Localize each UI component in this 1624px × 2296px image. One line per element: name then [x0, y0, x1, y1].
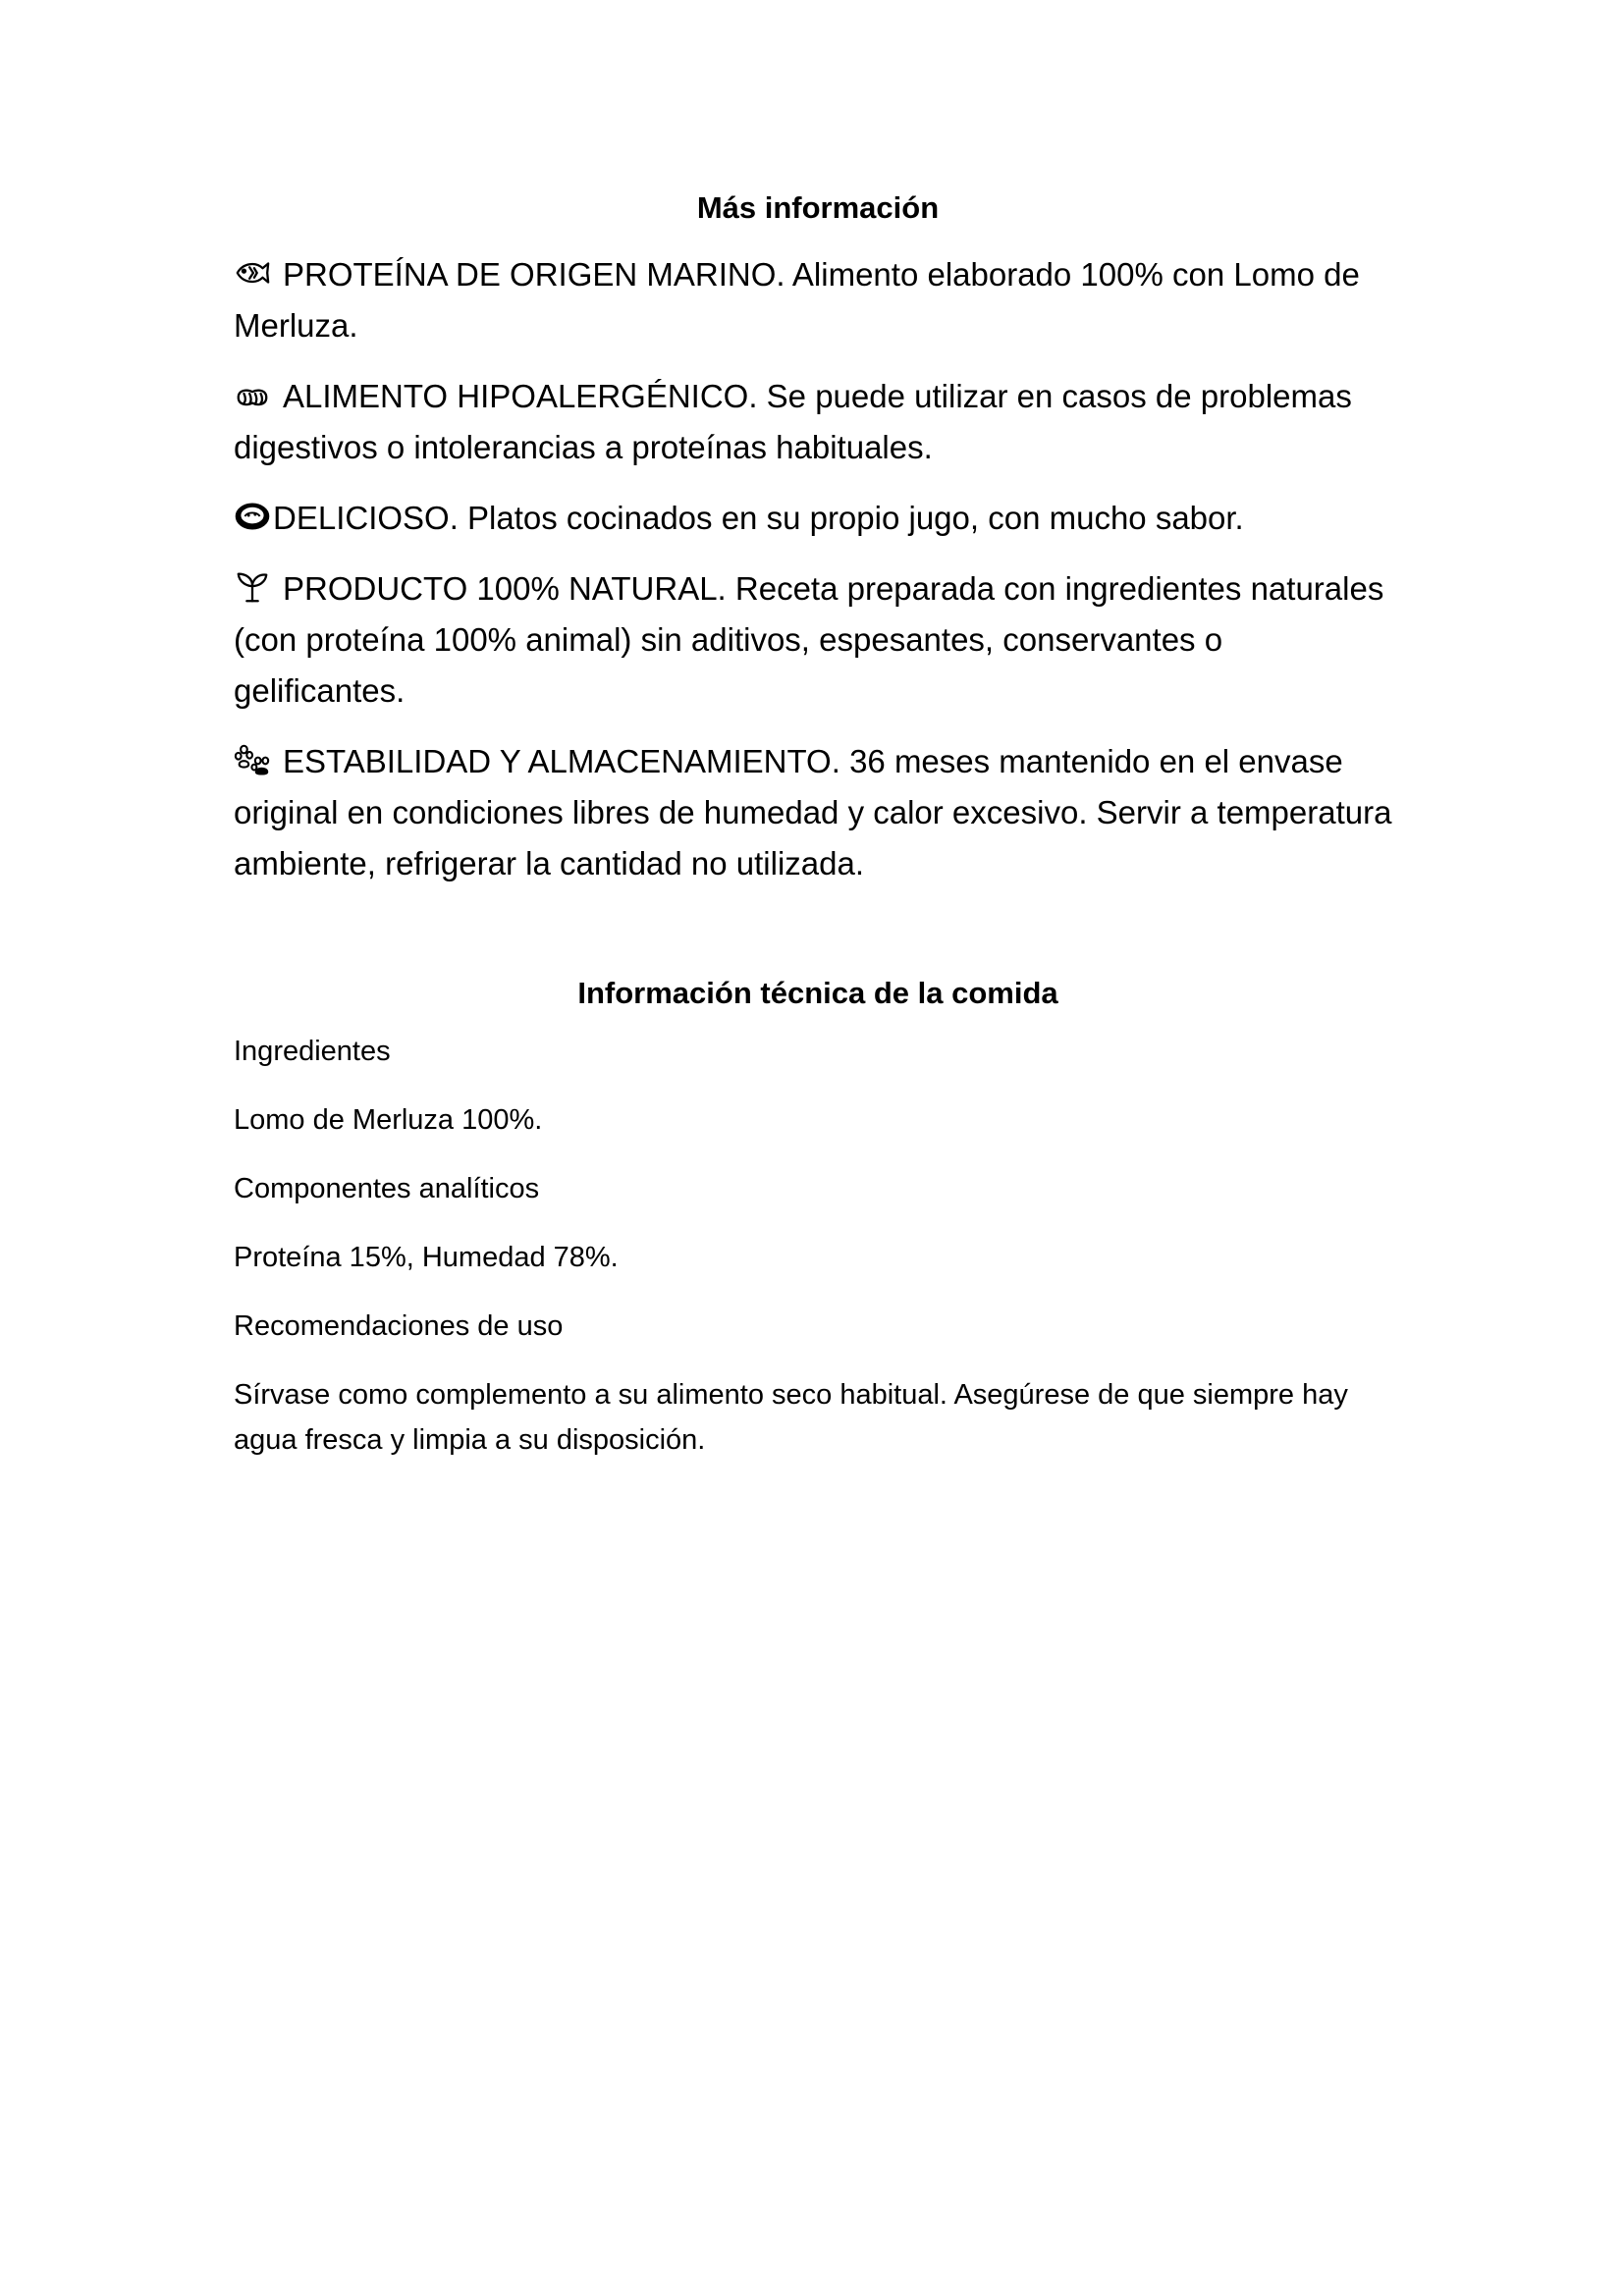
feature-item — [234, 736, 1402, 889]
feature-text: ALIMENTO HIPOALERGÉNICO. Se puede utilizar en casos de problemas digestivos o intolerancias a proteínas habituales. — [234, 378, 1352, 465]
analytics-value: Proteína 15%, Humedad 78%. — [234, 1242, 619, 1273]
feature-item — [234, 371, 1402, 473]
paw-icon — [234, 743, 271, 776]
feature-item — [234, 249, 1402, 351]
ingredients-value: Lomo de Merluza 100%. — [234, 1104, 543, 1136]
fish-icon — [234, 256, 271, 290]
document-page — [234, 187, 1402, 1486]
feature-text: ESTABILIDAD Y ALMACENAMIENTO. 36 meses mantenido en el envase original en condiciones libres de humedad y calor excesivo. Servir a temperatura ambiente, refrigerar la cantidad no utilizada. — [234, 743, 1392, 881]
feature-item — [234, 493, 1402, 544]
usage-value: Sírvase como complemento a su alimento seco habitual. Asegúrese de que siempre hay agua fresca y limpia a su disposición. — [234, 1379, 1348, 1456]
feature-text: PROTEÍNA DE ORIGEN MARINO. Alimento elaborado 100% con Lomo de Merluza. — [234, 256, 1360, 344]
usage-label: Recomendaciones de uso — [234, 1310, 564, 1342]
sprout-icon — [234, 570, 271, 604]
feature-list — [234, 249, 1402, 889]
feature-text: PRODUCTO 100% NATURAL. Receta preparada con ingredientes naturales (con proteína 100% animal) sin aditivos, espesantes, conservantes o gelificantes. — [234, 570, 1384, 709]
food-bowl-icon — [234, 500, 271, 533]
intestine-icon — [234, 378, 271, 411]
section-title-more-info: Más información — [696, 190, 940, 225]
ingredients-label: Ingredientes — [234, 1036, 391, 1067]
tech-info — [234, 1029, 1402, 1463]
section-title-tech-info: Información técnica de la comida — [577, 976, 1058, 1010]
feature-text: DELICIOSO. Platos cocinados en su propio jugo, con mucho sabor. — [273, 500, 1244, 536]
analytics-label: Componentes analíticos — [234, 1173, 540, 1204]
feature-item — [234, 563, 1402, 717]
